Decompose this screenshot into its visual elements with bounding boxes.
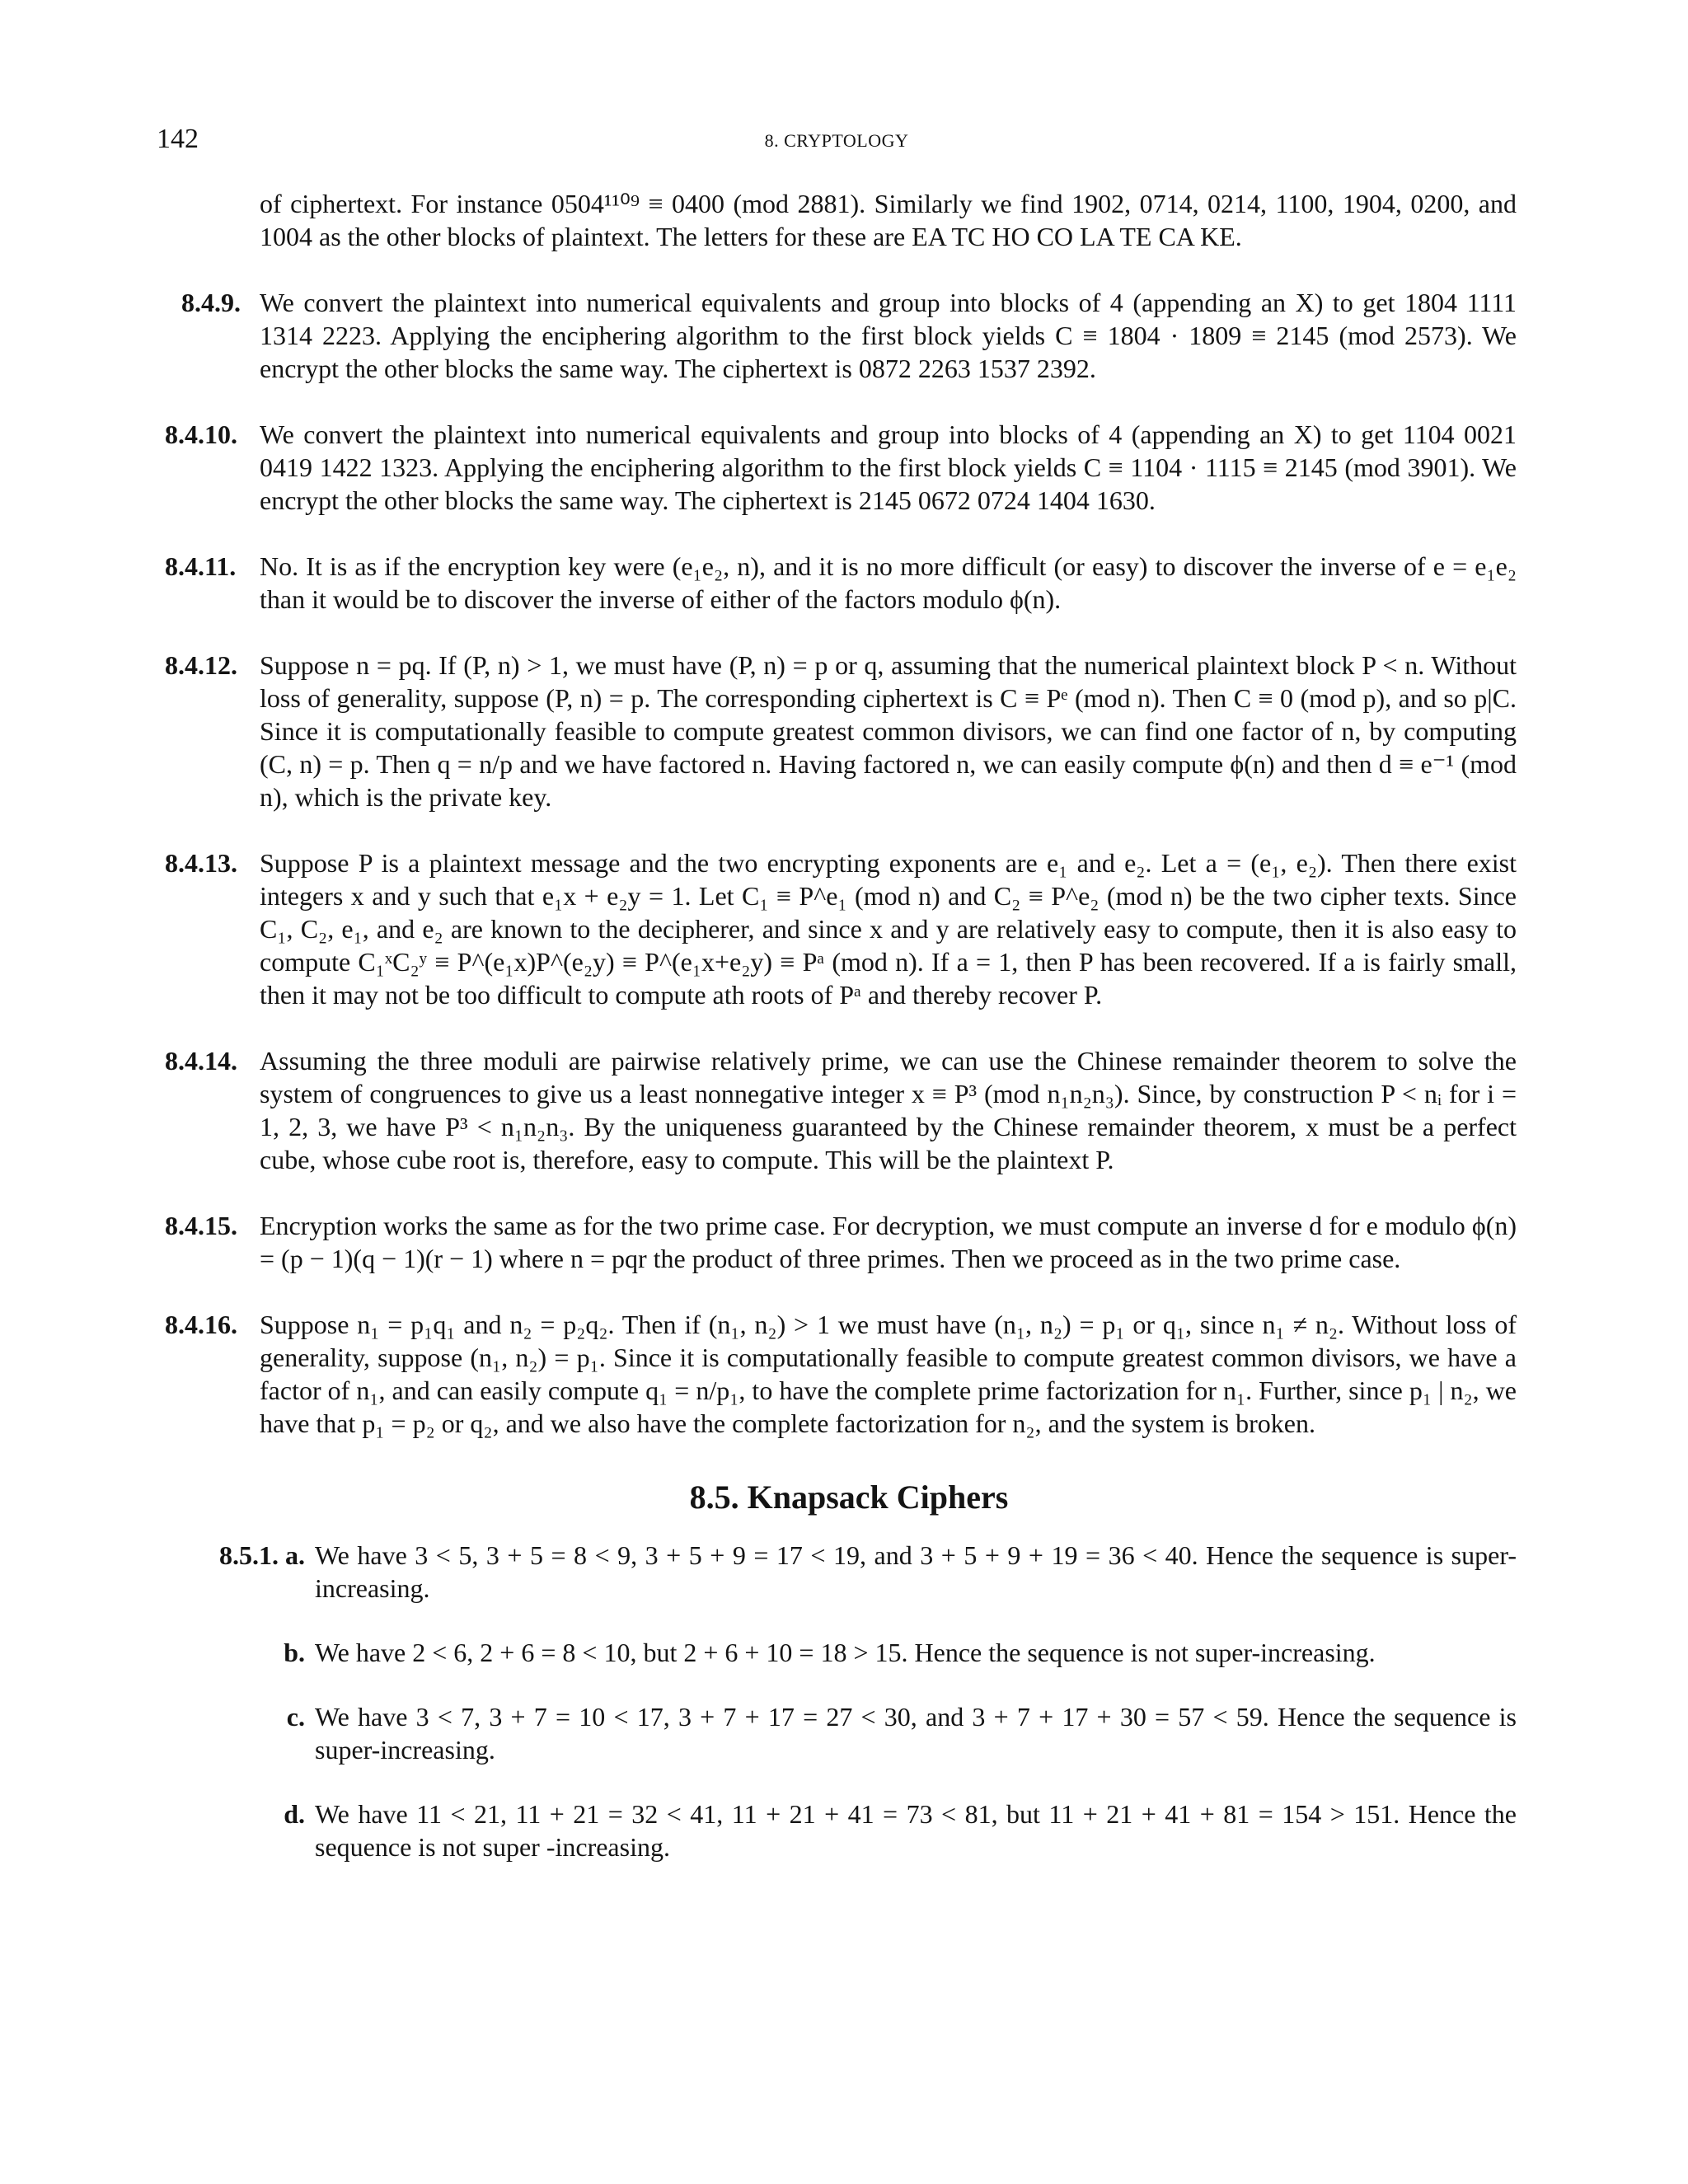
- solution-number: 8.4.14.: [165, 1046, 237, 1076]
- solution-text: We convert the plaintext into numerical equivalents and group into blocks of 4 (appending an X) to get 1104 0021 0419 1422 1323. Applying the enciphering algorithm to the first block yields C ≡ 1104 · 1115 ≡ 2145 (mod 3901). We encrypt the other blocks the same way. The ciphertext is 2145 0672 0724 1404 1630.: [260, 419, 1517, 515]
- solution-8-4-13: [165, 846, 1517, 1011]
- solution-8-5-1-b: [181, 1636, 1517, 1669]
- solution-8-4-9: [181, 286, 1517, 385]
- solution-text: We convert the plaintext into numerical equivalents and group into blocks of 4 (appending an X) to get 1804 1111 1314 2223. Applying the enciphering algorithm to the first block yields C ≡ 1804 · 1809 ≡ 2145 (mod 2573). We encrypt the other blocks the same way. The ciphertext is 0872 2263 1537 2392.: [260, 288, 1517, 383]
- solution-text: Encryption works the same as for the two prime case. For decryption, we must compute an inverse d for e modulo ϕ(n) = (p − 1)(q − 1)(r − 1) where n = pqr the product of three primes. Then we proceed as in the two prime case.: [260, 1211, 1517, 1273]
- part-letter: d.: [284, 1799, 305, 1829]
- section-heading: 8.5. Knapsack Ciphers: [689, 1479, 1009, 1516]
- solution-number: 8.4.13.: [165, 848, 237, 878]
- solution-text: Suppose P is a plaintext message and the two encrypting exponents are e₁ and e₂. Let a = (e₁, e₂). Then there exist integers x and y such that e₁x + e₂y = 1. Let C₁ ≡ P^e₁ (mod n) and C₂ ≡ P^e₂ (mod n) be the two cipher texts. Since C₁, C₂, e₁, and e₂ are known to the decipherer, and since x and y are relatively easy to compute, then it is also easy to compute C₁ˣC₂ʸ ≡ P^(e₁x)P^(e₂y) ≡ P^(e₁x+e₂y) ≡ Pᵃ (mod n). If a = 1, then P has been recovered. If a is fairly small, then it may not be too difficult to compute ath roots of Pᵃ and thereby recover P.: [260, 848, 1517, 1010]
- solution-text: Suppose n = pq. If (P, n) > 1, we must have (P, n) = p or q, assuming that the numerical plaintext block P < n. Without loss of generality, suppose (P, n) = p. The corresponding ciphertext is C ≡ Pᵉ (mod n). Then C ≡ 0 (mod p), and so p|C. Since it is computationally feasible to compute greatest common divisors, we can find one factor of n, by computing (C, n) = p. Then q = n/p and we have factored n. Having factored n, we can easily compute ϕ(n) and then d ≡ e⁻¹ (mod n), which is the private key.: [260, 650, 1517, 812]
- continued-paragraph: [181, 187, 1517, 253]
- solution-8-4-10: [165, 418, 1517, 517]
- solution-text: We have 3 < 7, 3 + 7 = 10 < 17, 3 + 7 + 17 = 27 < 30, and 3 + 7 + 17 + 30 = 57 < 59. Hence the sequence is super-increasing.: [315, 1702, 1517, 1765]
- solution-8-5-1-c: [181, 1700, 1517, 1766]
- solution-number: 8.4.11.: [165, 551, 237, 581]
- solution-number: 8.4.16.: [165, 1310, 237, 1339]
- solution-8-4-11: [165, 550, 1517, 616]
- solution-8-4-14: [165, 1044, 1517, 1176]
- solution-text: We have 3 < 5, 3 + 5 = 8 < 9, 3 + 5 + 9 = 17 < 19, and 3 + 5 + 9 + 19 = 36 < 40. Hence the sequence is super-increasing.: [315, 1540, 1517, 1603]
- solution-number: 8.4.15.: [165, 1211, 237, 1240]
- solution-number: 8.4.9.: [181, 288, 241, 317]
- part-letter: b.: [284, 1638, 305, 1667]
- solution-text: We have 2 < 6, 2 + 6 = 8 < 10, but 2 + 6 + 10 = 18 > 15. Hence the sequence is not super-increasing.: [315, 1638, 1376, 1667]
- solution-8-4-12: [165, 649, 1517, 813]
- solution-8-4-15: [165, 1209, 1517, 1275]
- solution-8-5-1-a: [181, 1539, 1517, 1605]
- solution-text: Assuming the three moduli are pairwise relatively prime, we can use the Chinese remainder theorem to solve the system of congruences to give us a least nonnegative integer x ≡ P³ (mod n₁n₂n₃). Since, by construction P < nᵢ for i = 1, 2, 3, we have P³ < n₁n₂n₃. By the uniqueness guaranteed by the Chinese remainder theorem, x must be a perfect cube, whose cube root is, therefore, easy to compute. This will be the plaintext P.: [260, 1046, 1517, 1174]
- chapter-title: 8. CRYPTOLOGY: [764, 130, 909, 151]
- solution-text: We have 11 < 21, 11 + 21 = 32 < 41, 11 + 21 + 41 = 73 < 81, but 11 + 21 + 41 + 81 = 154 > 151. Hence the sequence is not super -increasing.: [315, 1799, 1517, 1862]
- solution-number: 8.4.10.: [165, 419, 237, 449]
- solution-text: Suppose n₁ = p₁q₁ and n₂ = p₂q₂. Then if (n₁, n₂) > 1 we must have (n₁, n₂) = p₁ or q₁, since n₁ ≠ n₂. Without loss of generality, suppose (n₁, n₂) = p₁. Since it is computationally feasible to compute greatest common divisors, we have a factor of n₁, and can easily compute q₁ = n/p₁, to have the complete prime factorization for n₁. Further, since p₁ | n₂, we have that p₁ = p₂ or q₂, and we also have the complete factorization for n₂, and the system is broken.: [260, 1310, 1517, 1438]
- solution-number: 8.5.1. a.: [219, 1540, 305, 1570]
- running-head: [157, 124, 1517, 157]
- solution-text: No. It is as if the encryption key were (e₁e₂, n), and it is no more difficult (or easy) to discover the inverse of e = e₁e₂ than it would be to discover the inverse of either of the factors modulo ϕ(n).: [260, 551, 1517, 614]
- page-number: 142: [157, 124, 199, 154]
- part-letter: c.: [286, 1702, 305, 1732]
- page-body: [165, 187, 1517, 1895]
- solution-8-5-1-d: [181, 1797, 1517, 1863]
- solution-number: 8.4.12.: [165, 650, 237, 680]
- paragraph-text: of ciphertext. For instance 0504¹¹⁰⁹ ≡ 0400 (mod 2881). Similarly we find 1902, 0714, 0214, 1100, 1904, 0200, and 1004 as the other blocks of plaintext. The letters for these are EA TC HO CO LA TE CA KE.: [260, 189, 1517, 251]
- solution-8-4-16: [165, 1308, 1517, 1440]
